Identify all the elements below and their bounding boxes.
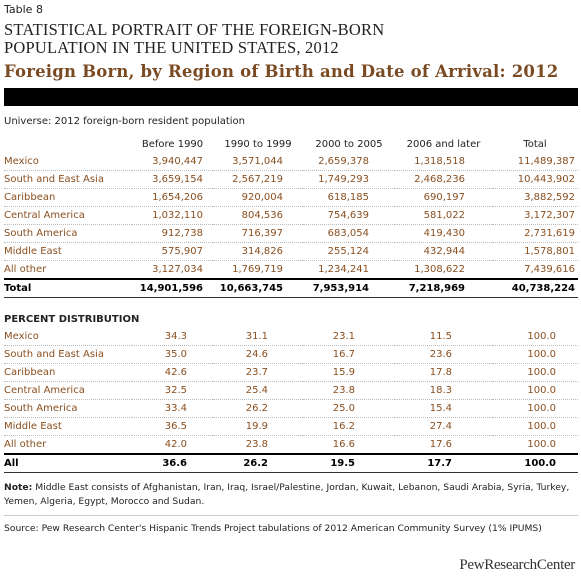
table-row xyxy=(4,261,578,280)
table-cell: 1,769,719 xyxy=(213,261,303,280)
table-cell: 1,032,110 xyxy=(132,207,213,225)
row-label: Central America xyxy=(4,207,132,225)
table-cell: 42.0 xyxy=(132,436,213,455)
table-cell: 1,234,241 xyxy=(303,261,395,280)
table-cell: 11,489,387 xyxy=(492,153,578,171)
table-cell: 100.0 xyxy=(492,382,578,400)
table-cell: 100.0 xyxy=(492,400,578,418)
table-cell: 3,571,044 xyxy=(213,153,303,171)
table-cell: 716,397 xyxy=(213,225,303,243)
table-cell: 419,430 xyxy=(395,225,492,243)
column-header-region xyxy=(4,136,132,153)
table-row xyxy=(4,153,578,171)
row-label: South America xyxy=(4,225,132,243)
table-row xyxy=(4,328,578,346)
table-row xyxy=(4,225,578,243)
table-cell: 15.9 xyxy=(303,364,395,382)
table-cell: 2,567,219 xyxy=(213,171,303,189)
page-title: Foreign Born, by Region of Birth and Date of Arrival: 2012 xyxy=(4,62,559,81)
table-cell: 100.0 xyxy=(492,418,578,436)
table-cell: 34.3 xyxy=(132,328,213,346)
table-cell: 42.6 xyxy=(132,364,213,382)
table-cell: 23.7 xyxy=(213,364,303,382)
total-cell: 100.0 xyxy=(492,454,578,473)
table-number: Table 8 xyxy=(4,3,43,16)
table-cell: 11.5 xyxy=(395,328,492,346)
table-cell: 16.7 xyxy=(303,346,395,364)
table-cell: 1,578,801 xyxy=(492,243,578,261)
table-row xyxy=(4,171,578,189)
table-cell: 16.6 xyxy=(303,436,395,455)
table-cell: 16.2 xyxy=(303,418,395,436)
row-label: Mexico xyxy=(4,328,132,346)
row-label: Caribbean xyxy=(4,364,132,382)
table-cell: 618,185 xyxy=(303,189,395,207)
total-label: Total xyxy=(4,279,132,298)
table-cell: 1,308,622 xyxy=(395,261,492,280)
table-cell: 3,882,592 xyxy=(492,189,578,207)
table-cell: 19.9 xyxy=(213,418,303,436)
table-cell: 804,536 xyxy=(213,207,303,225)
total-cell: 26.2 xyxy=(213,454,303,473)
table-cell: 1,654,206 xyxy=(132,189,213,207)
table-row xyxy=(4,418,578,436)
table-cell: 23.6 xyxy=(395,346,492,364)
row-label: Middle East xyxy=(4,418,132,436)
table-cell: 100.0 xyxy=(492,436,578,455)
table-cell: 3,659,154 xyxy=(132,171,213,189)
table-page xyxy=(4,0,578,536)
table-cell: 912,738 xyxy=(132,225,213,243)
table-cell: 17.8 xyxy=(395,364,492,382)
supertitle-line-2: POPULATION IN THE UNITED STATES, 2012 xyxy=(4,38,339,57)
table-cell: 100.0 xyxy=(492,346,578,364)
row-label: Caribbean xyxy=(4,189,132,207)
table-cell: 2,659,378 xyxy=(303,153,395,171)
percent-distribution-heading: PERCENT DISTRIBUTION xyxy=(4,314,140,325)
counts-table xyxy=(4,136,578,298)
table-row xyxy=(4,436,578,455)
table-cell: 35.0 xyxy=(132,346,213,364)
table-cell: 1,318,518 xyxy=(395,153,492,171)
table-cell: 25.0 xyxy=(303,400,395,418)
total-cell: 36.6 xyxy=(132,454,213,473)
supertitle xyxy=(4,21,578,57)
table-cell: 31.1 xyxy=(213,328,303,346)
row-label: All other xyxy=(4,436,132,455)
table-cell: 23.8 xyxy=(303,382,395,400)
table-cell: 33.4 xyxy=(132,400,213,418)
table-cell: 7,439,616 xyxy=(492,261,578,280)
row-label: South America xyxy=(4,400,132,418)
title-divider-bar xyxy=(4,88,578,106)
table-cell: 754,639 xyxy=(303,207,395,225)
table-cell: 2,731,619 xyxy=(492,225,578,243)
column-header-2000-2005: 2000 to 2005 xyxy=(315,139,383,150)
table-row xyxy=(4,400,578,418)
table-row xyxy=(4,189,578,207)
table-cell: 683,054 xyxy=(303,225,395,243)
table-cell: 255,124 xyxy=(303,243,395,261)
table-cell: 920,004 xyxy=(213,189,303,207)
total-cell: 7,953,914 xyxy=(303,279,395,298)
table-cell: 23.1 xyxy=(303,328,395,346)
table-cell: 432,944 xyxy=(395,243,492,261)
table-header-row xyxy=(4,136,578,153)
row-label: Mexico xyxy=(4,153,132,171)
table-cell: 100.0 xyxy=(492,328,578,346)
table-cell: 32.5 xyxy=(132,382,213,400)
total-cell: 7,218,969 xyxy=(395,279,492,298)
table-row xyxy=(4,243,578,261)
table-cell: 3,940,447 xyxy=(132,153,213,171)
total-cell: 14,901,596 xyxy=(132,279,213,298)
column-header-total: Total xyxy=(523,139,547,150)
total-cell: 17.7 xyxy=(395,454,492,473)
note-text: Middle East consists of Afghanistan, Iran, Iraq, Israel/Palestine, Jordan, Kuwait, Lebanon, Saudi Arabia, Syria, Turkey, Yemen, Algeria, Egypt, Morocco and Sudan. xyxy=(4,482,570,507)
source-note: Source: Pew Research Center's Hispanic Trends Project tabulations of 2012 American Community Survey (1% IPUMS) xyxy=(4,523,542,534)
table-row xyxy=(4,346,578,364)
table-cell: 25.4 xyxy=(213,382,303,400)
table-cell: 2,468,236 xyxy=(395,171,492,189)
percent-table xyxy=(4,328,578,473)
column-header-before-1990: Before 1990 xyxy=(141,139,204,150)
table-row xyxy=(4,207,578,225)
note xyxy=(4,481,578,516)
table-cell: 36.5 xyxy=(132,418,213,436)
table-cell: 314,826 xyxy=(213,243,303,261)
table-cell: 575,907 xyxy=(132,243,213,261)
table-cell: 100.0 xyxy=(492,364,578,382)
table-cell: 27.4 xyxy=(395,418,492,436)
row-label: All other xyxy=(4,261,132,280)
column-header-2006-later: 2006 and later xyxy=(406,139,481,150)
table-cell: 26.2 xyxy=(213,400,303,418)
pew-logo: PewResearchCenter xyxy=(459,557,575,573)
table-row xyxy=(4,382,578,400)
table-cell: 24.6 xyxy=(213,346,303,364)
table-row xyxy=(4,364,578,382)
row-label: Central America xyxy=(4,382,132,400)
table-cell: 17.6 xyxy=(395,436,492,455)
column-header-1990-1999: 1990 to 1999 xyxy=(224,139,292,150)
table-cell: 690,197 xyxy=(395,189,492,207)
table-cell: 10,443,902 xyxy=(492,171,578,189)
total-label: All xyxy=(4,454,132,473)
table-cell: 581,022 xyxy=(395,207,492,225)
table-cell: 18.3 xyxy=(395,382,492,400)
total-cell: 19.5 xyxy=(303,454,395,473)
table-cell: 3,127,034 xyxy=(132,261,213,280)
row-label: South and East Asia xyxy=(4,171,132,189)
total-row xyxy=(4,279,578,298)
row-label: South and East Asia xyxy=(4,346,132,364)
supertitle-line-1: STATISTICAL PORTRAIT OF THE FOREIGN-BORN xyxy=(4,20,385,39)
total-cell: 10,663,745 xyxy=(213,279,303,298)
total-cell: 40,738,224 xyxy=(492,279,578,298)
table-cell: 23.8 xyxy=(213,436,303,455)
row-label: Middle East xyxy=(4,243,132,261)
total-row xyxy=(4,454,578,473)
table-cell: 15.4 xyxy=(395,400,492,418)
universe-note: Universe: 2012 foreign-born resident population xyxy=(4,116,246,127)
table-cell: 3,172,307 xyxy=(492,207,578,225)
table-cell: 1,749,293 xyxy=(303,171,395,189)
note-label: Note: xyxy=(4,482,33,493)
